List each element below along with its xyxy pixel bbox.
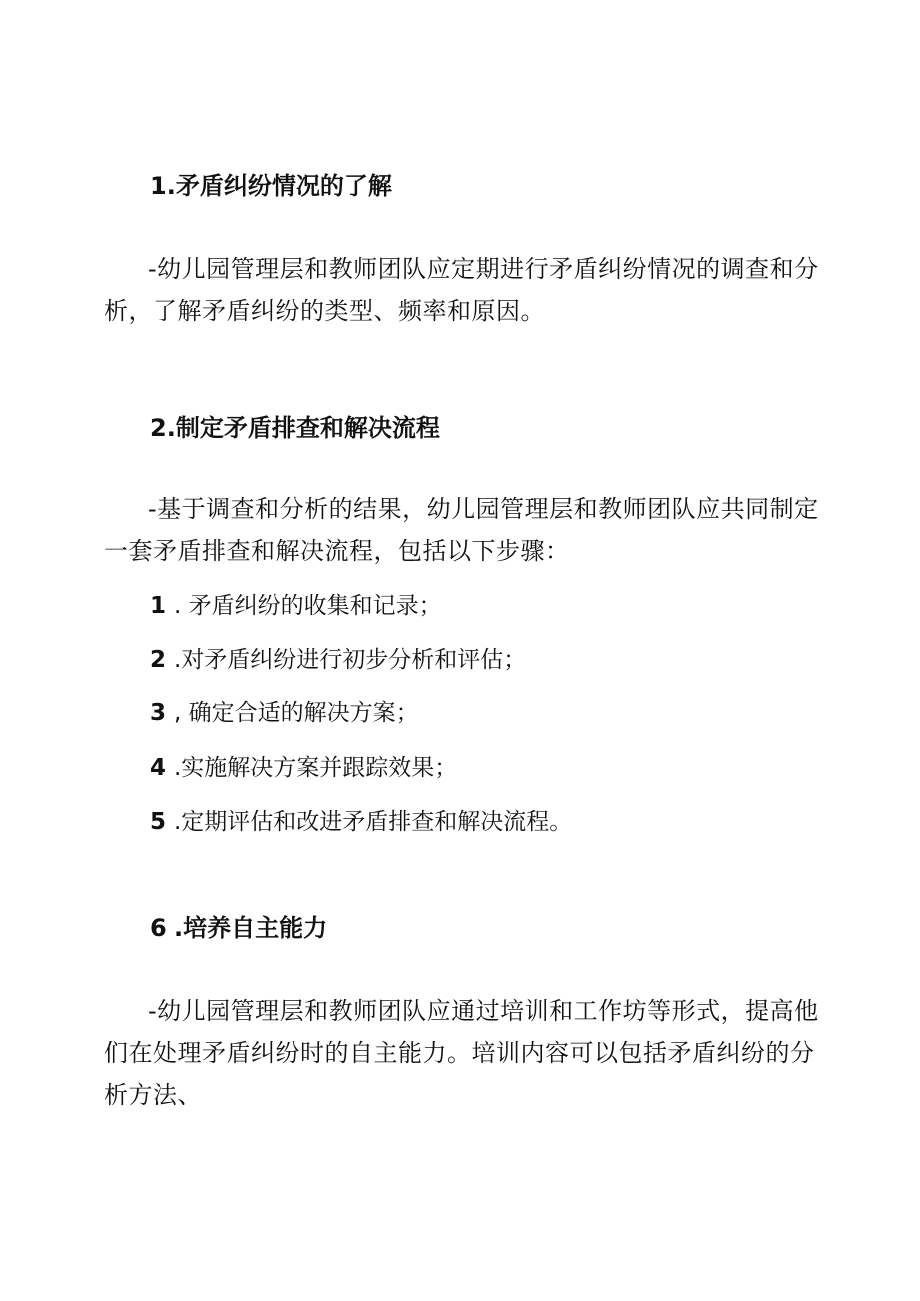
step-item-3 [150, 697, 419, 729]
section-6-number: 6 [150, 914, 167, 942]
section-2-heading: 2.制定矛盾排查和解决流程 [150, 414, 440, 442]
step-item-4 [150, 752, 457, 784]
step-number: 3 [150, 700, 167, 726]
section-6-title: .培养自主能力 [174, 914, 328, 942]
step-number: 1 [150, 593, 167, 619]
section-2-paragraph: -基于调查和分析的结果，幼儿园管理层和教师团队应共同制定一套矛盾排查和解决流程，包括以下步骤： [104, 495, 819, 565]
step-number: 5 [150, 809, 167, 835]
step-item-5 [150, 806, 572, 838]
section-1-heading: 1.矛盾纠纷情况的了解 [150, 172, 392, 200]
step-text: . 矛盾纠纷的收集和记录； [174, 593, 442, 619]
step-text: , 确定合适的解决方案； [174, 700, 419, 726]
section-6-paragraph: -幼儿园管理层和教师团队应通过培训和工作坊等形式，提高他们在处理矛盾纠纷时的自主能力。培训内容可以包括矛盾纠纷的分析方法、 [104, 997, 819, 1109]
step-number: 2 [150, 647, 167, 673]
step-text: .对矛盾纠纷进行初步分析和评估； [174, 647, 527, 673]
step-text: .定期评估和改进矛盾排查和解决流程。 [174, 809, 573, 835]
step-text: .实施解决方案并跟踪效果； [174, 755, 458, 781]
step-item-2 [150, 644, 526, 676]
section-1-paragraph: -幼儿园管理层和教师团队应定期进行矛盾纠纷情况的调查和分析，了解矛盾纠纷的类型、频率和原因。 [104, 255, 819, 325]
step-item-1 [150, 590, 442, 622]
section-6-heading [150, 912, 327, 944]
step-number: 4 [150, 755, 167, 781]
